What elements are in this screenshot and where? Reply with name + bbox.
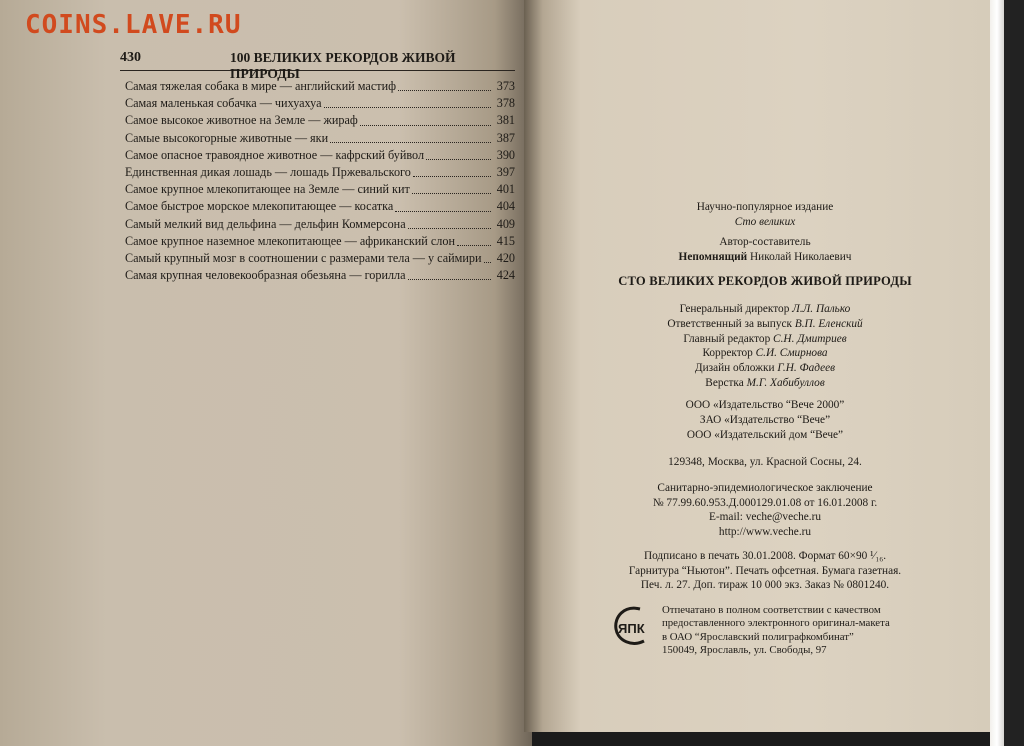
page-number: 430 (120, 50, 141, 65)
toc-entry (125, 198, 515, 215)
toc-entry-title: Самое опасное травоядное животное — кафрский буйвол (125, 147, 425, 162)
credit-line (540, 302, 990, 317)
toc-entry-title: Самое быстрое морское млекопитающее — косатка (125, 199, 394, 214)
credit-line (540, 361, 990, 376)
author-surname: Непомнящий (678, 250, 748, 263)
credit-line (540, 317, 990, 332)
toc-entry (125, 250, 515, 267)
toc-entry (125, 181, 515, 198)
running-header (120, 50, 515, 81)
printer-logo-icon (610, 603, 656, 649)
series-name: Сто великих (734, 215, 796, 228)
credit-name: С.Н. Дмитриев (773, 332, 847, 345)
credit-name: В.П. Еленский (794, 317, 863, 330)
printer-line-4: 150049, Ярославль, ул. Свободы, 97 (662, 644, 827, 657)
toc-entry-page: 415 (496, 233, 515, 248)
edition-type: Научно-популярное издание (696, 201, 834, 213)
toc-entry (125, 130, 515, 147)
print-line-1: Подписано в печать 30.01.2008. Формат 60×90 ¹⁄₁₆. (643, 550, 887, 562)
print-line-2: Гарнитура “Ньютон”. Печать офсетная. Бумага газетная. (628, 564, 902, 577)
book-title: СТО ВЕЛИКИХ РЕКОРДОВ ЖИВОЙ ПРИРОДЫ (618, 274, 912, 288)
publisher-line: ООО «Издательство “Вече 2000” (685, 399, 845, 411)
toc-entry-page: 378 (496, 96, 515, 111)
toc-entry (125, 233, 515, 250)
author-line (540, 250, 990, 265)
printer-info (662, 604, 902, 658)
toc-leader (408, 278, 491, 280)
address: 129348, Москва, ул. Красной Сосны, 24. (668, 456, 862, 468)
toc-entry-page: 404 (496, 199, 515, 214)
toc-entry-title: Самое крупное наземное млекопитающее — африканский слон (125, 233, 455, 248)
toc-entry-page: 373 (496, 79, 515, 93)
toc-entry (125, 95, 515, 112)
watermark: COINS.LAVE.RU (25, 10, 242, 40)
background-edge (1004, 0, 1024, 746)
credit-role: Главный редактор (683, 332, 771, 345)
toc-leader (330, 141, 491, 143)
page-edges (990, 0, 1004, 746)
credit-role: Ответственный за выпуск (667, 317, 792, 330)
toc-entry-page: 397 (496, 164, 515, 179)
toc-entry-page: 390 (496, 147, 515, 162)
contacts (540, 481, 990, 539)
toc-entry-page: 381 (496, 113, 515, 128)
author-given-name: Николай Николаевич (749, 250, 852, 263)
toc-leader (457, 244, 491, 246)
toc-entry-page: 424 (496, 268, 515, 283)
toc-entry-title: Самый мелкий вид дельфина — дельфин Коммерсона (125, 216, 406, 231)
credit-name: С.И. Смирнова (755, 347, 828, 360)
email: E-mail: veche@veche.ru (708, 511, 822, 523)
credit-name: Г.Н. Фадеев (777, 362, 836, 375)
toc-leader (360, 124, 491, 126)
toc-entry-page: 401 (496, 182, 515, 197)
printer-line-2: предоставленного электронного оригинал-макета (662, 617, 890, 630)
website: http://www.veche.ru (718, 525, 812, 538)
toc-entry-title: Самое крупное млекопитающее на Земле — синий кит (125, 182, 410, 197)
toc-entry-title: Самые высокогорные животные — яки (125, 130, 329, 145)
credit-name: Л.Л. Палько (792, 303, 851, 315)
printer-line-1: Отпечатано в полном соответствии с качеством (662, 604, 881, 616)
sanitary-line-2: № 77.99.60.953.Д.000129.01.08 от 16.01.2008 г. (652, 496, 878, 509)
toc-entry-page: 409 (496, 216, 515, 231)
edition-info (540, 200, 990, 229)
toc-entry (125, 147, 515, 164)
toc-entry-title: Самая маленькая собачка — чихуахуа (125, 96, 322, 111)
table-of-contents (125, 78, 515, 284)
toc-leader (484, 261, 491, 263)
sanitary-line-1: Санитарно-эпидемиологическое заключение (657, 482, 873, 494)
logo-text: ЯПК (618, 621, 645, 636)
toc-leader (412, 192, 491, 194)
toc-entry (125, 112, 515, 129)
credit-role: Генеральный директор (679, 303, 790, 315)
credit-line (540, 376, 990, 391)
toc-leader (413, 175, 491, 177)
credit-role: Корректор (702, 347, 753, 360)
toc-leader (324, 106, 491, 108)
toc-entry-title: Самый крупный мозг в соотношении с размерами тела — у саймири (125, 250, 482, 265)
toc-entry (125, 267, 515, 284)
toc-leader (395, 210, 491, 212)
toc-leader (398, 89, 491, 91)
credit-role: Верстка (705, 376, 744, 389)
toc-entry-title: Самая крупная человекообразная обезьяна — горилла (125, 268, 406, 283)
toc-entry-title: Единственная дикая лошадь — лошадь Пржевальского (125, 164, 411, 179)
author-block (540, 235, 990, 264)
toc-entry (125, 216, 515, 233)
print-line-3: Печ. л. 27. Доп. тираж 10 000 экз. Заказ № 0801240. (640, 579, 890, 591)
toc-leader (426, 158, 491, 160)
publisher-line: ООО «Издательский дом “Вече” (686, 429, 844, 441)
publishers (540, 398, 990, 443)
publisher-line: ЗАО «Издательство “Вече” (699, 414, 831, 426)
printer-line-3: в ОАО “Ярославский полиграфкомбинат” (662, 630, 854, 643)
running-title: 100 ВЕЛИКИХ РЕКОРДОВ ЖИВОЙ ПРИРОДЫ (230, 50, 456, 81)
toc-entry-page: 420 (496, 250, 515, 265)
toc-entry-title: Самое высокое животное на Земле — жираф (125, 113, 358, 128)
credit-role: Дизайн обложки (694, 362, 775, 375)
toc-entry (125, 78, 515, 95)
credit-line (540, 332, 990, 347)
toc-entry (125, 164, 515, 181)
toc-entry-title: Самая тяжелая собака в мире — английский мастиф (125, 79, 396, 93)
print-details (540, 549, 990, 593)
author-role: Автор-составитель (719, 236, 811, 248)
credit-name: М.Г. Хабибуллов (746, 376, 825, 389)
credits (540, 302, 990, 391)
credit-line (540, 346, 990, 361)
toc-leader (408, 227, 491, 229)
toc-entry-page: 387 (496, 130, 515, 145)
